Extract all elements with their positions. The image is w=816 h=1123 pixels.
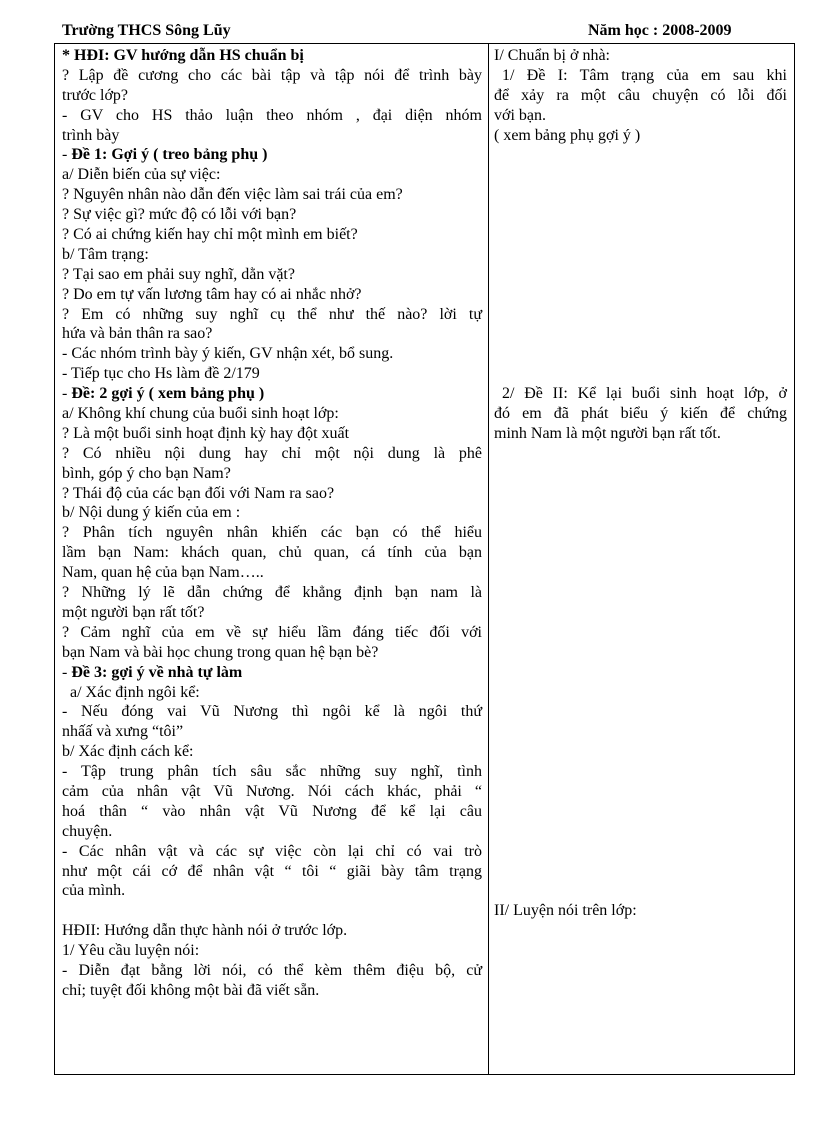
text-line: trình bày <box>62 126 120 144</box>
text-line: hoá thân “ vào nhân vật Vũ Nương để kể lại câu <box>62 802 482 820</box>
text-line: - GV cho HS thảo luận theo nhóm , đại diện nhóm <box>62 106 482 124</box>
text-line: lầm bạn Nam: khách quan, chủ quan, cá tính của bạn <box>62 544 482 562</box>
blank-line <box>62 901 482 921</box>
text-line: HĐII: Hướng dẫn thực hành nói ở trước lớp. <box>62 922 348 940</box>
text-line: b/ Xác định cách kể: <box>62 743 194 761</box>
text-line: để xảy ra một câu chuyện có lỗi đối <box>494 86 787 104</box>
text-line: nhấấ và xưng “tôi” <box>62 723 184 741</box>
activities-column <box>62 46 482 1001</box>
text-line: * HĐI: GV hướng dẫn HS chuẩn bị <box>62 47 304 64</box>
text-line: a/ Diễn biến của sự việc: <box>62 166 221 184</box>
text-line: ? Cảm nghĩ của em về sự hiểu lầm đáng tiếc đối với <box>62 623 482 641</box>
section-heading: II/ Luyện nói trên lớp: <box>494 902 637 920</box>
school-name: Trường THCS Sông Lũy <box>62 22 231 39</box>
text-line: b/ Nội dung ý kiến của em : <box>62 504 241 522</box>
topic-heading: Đề 3: gợi ý về nhà tự làm <box>71 663 243 681</box>
text-line: ? Phân tích nguyên nhân khiến các bạn có thể hiểu <box>62 524 482 542</box>
text-line: minh Nam là một người bạn rất tốt. <box>494 424 721 442</box>
text-line: - Nếu đóng vai Vũ Nương thì ngôi kể là ngôi thứ <box>62 703 482 721</box>
topic-heading: Đề 1: Gợi ý ( treo bảng phụ ) <box>71 146 268 164</box>
text-line: đó em đã phát biểu ý kiến để chứng <box>494 405 787 423</box>
text-line: của mình. <box>62 882 126 900</box>
text-line: hứa và bản thân ra sao? <box>62 325 213 343</box>
text-line: ? Em có những suy nghĩ cụ thể như thế nào? lời tự <box>62 305 482 323</box>
text-line: ? Những lý lẽ dẫn chứng để khẳng định bạn nam là <box>62 584 482 602</box>
text-line: ( xem bảng phụ gợi ý ) <box>494 126 641 144</box>
text-line <box>62 145 482 165</box>
text-line: ? Nguyên nhân nào dẫn đến việc làm sai trái của em? <box>62 186 403 204</box>
text-line: 2/ Đề II: Kể lại buổi sinh hoạt lớp, ở <box>502 385 787 403</box>
dash: - <box>62 663 72 681</box>
text-line: - Các nhân vật và các sự việc còn lại chỉ có vai trò <box>62 842 482 860</box>
text-line: với bạn. <box>494 106 547 124</box>
column-divider <box>488 44 489 1074</box>
text-line: trước lớp? <box>62 86 129 104</box>
text-line: ? Có ai chứng kiến hay chỉ một mình em biết? <box>62 226 358 244</box>
text-line: ? Có nhiều nội dung hay chỉ một nội dung là phê <box>62 444 482 462</box>
text-line: 1/ Đề I: Tâm trạng của em sau khi <box>502 66 787 84</box>
text-line: a/ Xác định ngôi kể: <box>70 683 200 701</box>
text-line: ? Tại sao em phải suy nghĩ, dằn vặt? <box>62 265 295 283</box>
section-heading: I/ Chuẩn bị ở nhà: <box>494 47 610 64</box>
text-line: 1/ Yêu cầu luyện nói: <box>62 942 200 960</box>
text-line: như một cái cớ để nhân vật “ tôi “ giãi bày tâm trạng <box>62 862 482 880</box>
text-line: ? Lập đề cương cho các bài tập và tập nói để trình bày <box>62 66 482 84</box>
lesson-table <box>54 43 795 1075</box>
text-line: ? Thái độ của các bạn đối với Nam ra sao? <box>62 484 335 502</box>
text-line: chỉ; tuyệt đối không một bài đã viết sẵn. <box>62 981 320 999</box>
dash: - <box>62 385 72 403</box>
topic-heading: Đề: 2 gợi ý ( xem bảng phụ ) <box>71 385 265 403</box>
text-line: - Diễn đạt bằng lời nói, có thể kèm thêm điệu bộ, cử <box>62 961 482 979</box>
text-line: chuyện. <box>62 822 113 840</box>
text-line: ? Sự việc gì? mức độ có lỗi với bạn? <box>62 206 297 224</box>
text-line: - Tập trung phân tích sâu sắc những suy nghĩ, tình <box>62 763 482 781</box>
content-column <box>494 46 787 921</box>
text-line: bạn Nam và bài học chung trong quan hệ bạn bè? <box>62 643 379 661</box>
text-line: ? Do em tự vấn lương tâm hay có ai nhắc nhở? <box>62 285 362 303</box>
text-line <box>62 384 482 404</box>
text-line: một người bạn rất tốt? <box>62 603 205 621</box>
text-line: a/ Không khí chung của buổi sinh hoạt lớp: <box>62 405 339 423</box>
text-line: ? Là một buổi sinh hoạt định kỳ hay đột xuất <box>62 424 350 442</box>
text-line: - Tiếp tục cho Hs làm đề 2/179 <box>62 365 260 383</box>
dash: - <box>62 146 72 164</box>
school-year: Năm học : 2008-2009 <box>588 22 732 39</box>
text-line: b/ Tâm trạng: <box>62 245 149 263</box>
text-line <box>62 663 482 683</box>
text-line: Nam, quan hệ của bạn Nam….. <box>62 564 264 582</box>
text-line: bình, góp ý cho bạn Nam? <box>62 464 231 482</box>
text-line: cảm của nhân vật Vũ Nương. Nói cách khác, phải “ <box>62 782 482 800</box>
text-line: - Các nhóm trình bày ý kiến, GV nhận xét, bổ sung. <box>62 345 394 363</box>
